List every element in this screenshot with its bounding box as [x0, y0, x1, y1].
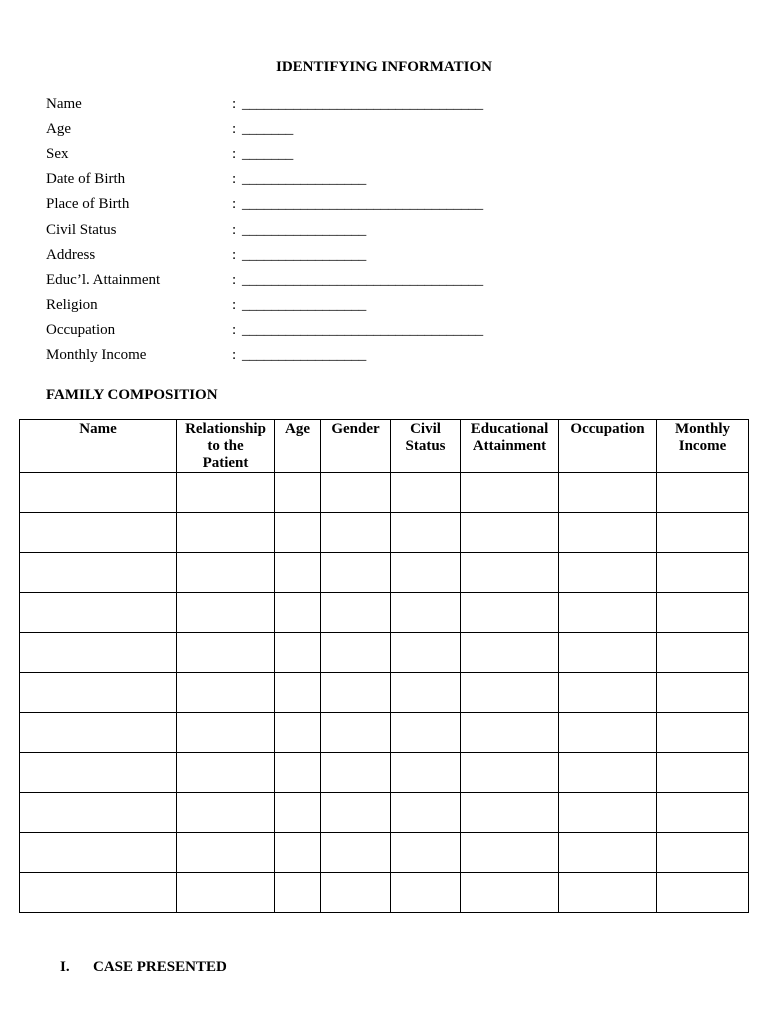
field-blank-line[interactable]: _________________: [242, 296, 367, 313]
field-colon: :: [232, 171, 237, 188]
table-row: [20, 513, 749, 553]
table-cell[interactable]: [559, 753, 657, 793]
document-title: IDENTIFYING INFORMATION: [276, 59, 492, 75]
field-row: [46, 92, 483, 117]
table-row: [20, 633, 749, 673]
table-cell[interactable]: [275, 833, 321, 873]
table-cell[interactable]: [391, 553, 461, 593]
field-blank-line[interactable]: _________________: [242, 246, 367, 263]
table-cell[interactable]: [275, 553, 321, 593]
identifying-fields: [46, 92, 483, 368]
table-cell[interactable]: [20, 513, 177, 553]
table-cell[interactable]: [275, 473, 321, 513]
column-header-relationship: Relationship to the Patient: [177, 420, 275, 473]
table-cell[interactable]: [461, 833, 559, 873]
field-label: Date of Birth: [46, 171, 126, 188]
field-row: [46, 142, 483, 167]
family-composition-table: [19, 419, 749, 913]
table-cell[interactable]: [657, 713, 749, 753]
table-cell[interactable]: [20, 593, 177, 633]
table-cell[interactable]: [321, 713, 391, 753]
table-cell[interactable]: [177, 793, 275, 833]
table-cell[interactable]: [275, 873, 321, 913]
table-cell[interactable]: [559, 473, 657, 513]
table-cell[interactable]: [461, 713, 559, 753]
table-cell[interactable]: [177, 593, 275, 633]
column-header-monthly-income: Monthly Income: [657, 420, 749, 473]
table-cell[interactable]: [20, 833, 177, 873]
table-cell[interactable]: [461, 593, 559, 633]
table-row: [20, 473, 749, 513]
field-colon: :: [232, 146, 237, 163]
field-colon: :: [232, 221, 237, 238]
table-cell[interactable]: [20, 673, 177, 713]
field-label: Name: [46, 96, 82, 113]
column-header-name: Name: [20, 420, 177, 473]
table-cell[interactable]: [275, 673, 321, 713]
section-title: CASE PRESENTED: [93, 959, 227, 975]
field-label: Educ’l. Attainment: [46, 271, 161, 288]
column-header-civil-status: Civil Status: [391, 420, 461, 473]
table-cell[interactable]: [657, 593, 749, 633]
table-cell[interactable]: [275, 593, 321, 633]
table-cell[interactable]: [177, 473, 275, 513]
table-cell[interactable]: [20, 473, 177, 513]
table-cell[interactable]: [657, 793, 749, 833]
field-colon: :: [232, 196, 237, 213]
table-header-row: [20, 420, 749, 473]
field-row: [46, 192, 483, 217]
field-label: Civil Status: [46, 221, 117, 238]
section-number: I.: [60, 959, 70, 975]
column-header-occupation: Occupation: [559, 420, 657, 473]
family-composition-heading: FAMILY COMPOSITION: [46, 387, 218, 403]
table-cell[interactable]: [657, 753, 749, 793]
table-cell[interactable]: [461, 793, 559, 833]
field-blank-line[interactable]: _______: [242, 121, 294, 138]
table-cell[interactable]: [177, 633, 275, 673]
table-cell[interactable]: [321, 513, 391, 553]
table-cell[interactable]: [391, 713, 461, 753]
field-row: [46, 293, 483, 318]
table-cell[interactable]: [657, 553, 749, 593]
table-cell[interactable]: [177, 713, 275, 753]
table-cell[interactable]: [461, 633, 559, 673]
field-blank-line[interactable]: _________________: [242, 221, 367, 238]
table-cell[interactable]: [559, 713, 657, 753]
table-cell[interactable]: [559, 833, 657, 873]
field-row: [46, 243, 483, 268]
field-label: Religion: [46, 296, 98, 313]
field-row: [46, 268, 483, 293]
table-cell[interactable]: [461, 753, 559, 793]
table-cell[interactable]: [275, 633, 321, 673]
table-row: [20, 713, 749, 753]
table-cell[interactable]: [275, 753, 321, 793]
table-cell[interactable]: [275, 793, 321, 833]
field-blank-line[interactable]: _________________________________: [242, 321, 483, 338]
field-colon: :: [232, 271, 237, 288]
field-label: Occupation: [46, 321, 116, 338]
field-label: Age: [46, 121, 71, 138]
table-cell[interactable]: [177, 833, 275, 873]
table-row: [20, 793, 749, 833]
field-colon: :: [232, 346, 237, 363]
field-blank-line[interactable]: _________________________________: [242, 196, 483, 213]
table-row: [20, 873, 749, 913]
table-cell[interactable]: [559, 593, 657, 633]
table-cell[interactable]: [321, 553, 391, 593]
table-cell[interactable]: [275, 513, 321, 553]
table-cell[interactable]: [321, 873, 391, 913]
column-header-educational-attainment: Educational Attainment: [461, 420, 559, 473]
table-cell[interactable]: [20, 553, 177, 593]
table-cell[interactable]: [559, 673, 657, 713]
table-cell[interactable]: [391, 593, 461, 633]
table-cell[interactable]: [20, 633, 177, 673]
table-cell[interactable]: [321, 633, 391, 673]
table-cell[interactable]: [391, 873, 461, 913]
table-cell[interactable]: [391, 793, 461, 833]
table-cell[interactable]: [20, 713, 177, 753]
table-cell[interactable]: [391, 673, 461, 713]
field-colon: :: [232, 121, 237, 138]
table-cell[interactable]: [391, 473, 461, 513]
table-cell[interactable]: [559, 513, 657, 553]
field-colon: :: [232, 321, 237, 338]
table-cell[interactable]: [177, 753, 275, 793]
field-row: [46, 318, 483, 343]
table-cell[interactable]: [461, 513, 559, 553]
column-header-age: Age: [275, 420, 321, 473]
table-cell[interactable]: [461, 673, 559, 713]
table-cell[interactable]: [559, 873, 657, 913]
field-colon: :: [232, 246, 237, 263]
table-cell[interactable]: [657, 473, 749, 513]
field-colon: :: [232, 296, 237, 313]
column-header-gender: Gender: [321, 420, 391, 473]
table-cell[interactable]: [177, 553, 275, 593]
table-cell[interactable]: [657, 633, 749, 673]
table-cell[interactable]: [391, 633, 461, 673]
table-cell[interactable]: [391, 833, 461, 873]
table-cell[interactable]: [391, 753, 461, 793]
case-presented-heading: [60, 959, 227, 976]
table-cell[interactable]: [20, 873, 177, 913]
table-cell[interactable]: [177, 873, 275, 913]
table-cell[interactable]: [321, 753, 391, 793]
table-cell[interactable]: [657, 513, 749, 553]
field-blank-line[interactable]: _________________________________: [242, 271, 483, 288]
field-row: [46, 217, 483, 242]
table-cell[interactable]: [559, 793, 657, 833]
table-cell[interactable]: [177, 673, 275, 713]
table-cell[interactable]: [321, 833, 391, 873]
field-row: [46, 343, 483, 368]
table-cell[interactable]: [559, 633, 657, 673]
field-label: Address: [46, 246, 96, 263]
table-cell[interactable]: [20, 793, 177, 833]
field-colon: :: [232, 96, 237, 113]
table-cell[interactable]: [20, 753, 177, 793]
table-cell[interactable]: [657, 873, 749, 913]
table-cell[interactable]: [559, 553, 657, 593]
table-cell[interactable]: [461, 473, 559, 513]
field-label: Sex: [46, 146, 69, 163]
field-row: [46, 117, 483, 142]
table-cell[interactable]: [321, 593, 391, 633]
table-cell[interactable]: [321, 673, 391, 713]
table-row: [20, 673, 749, 713]
field-row: [46, 167, 483, 192]
table-cell[interactable]: [321, 793, 391, 833]
field-blank-line[interactable]: _________________________________: [242, 96, 483, 113]
table-row: [20, 593, 749, 633]
family-table-body: [20, 473, 749, 913]
table-cell[interactable]: [177, 513, 275, 553]
table-cell[interactable]: [657, 833, 749, 873]
table-cell[interactable]: [461, 553, 559, 593]
table-cell[interactable]: [461, 873, 559, 913]
table-cell[interactable]: [321, 473, 391, 513]
field-label: Monthly Income: [46, 346, 147, 363]
table-cell[interactable]: [391, 513, 461, 553]
table-row: [20, 553, 749, 593]
field-blank-line[interactable]: _______: [242, 146, 294, 163]
field-label: Place of Birth: [46, 196, 130, 213]
table-row: [20, 753, 749, 793]
table-cell[interactable]: [275, 713, 321, 753]
table-row: [20, 833, 749, 873]
field-blank-line[interactable]: _________________: [242, 346, 367, 363]
field-blank-line[interactable]: _________________: [242, 171, 367, 188]
table-cell[interactable]: [657, 673, 749, 713]
